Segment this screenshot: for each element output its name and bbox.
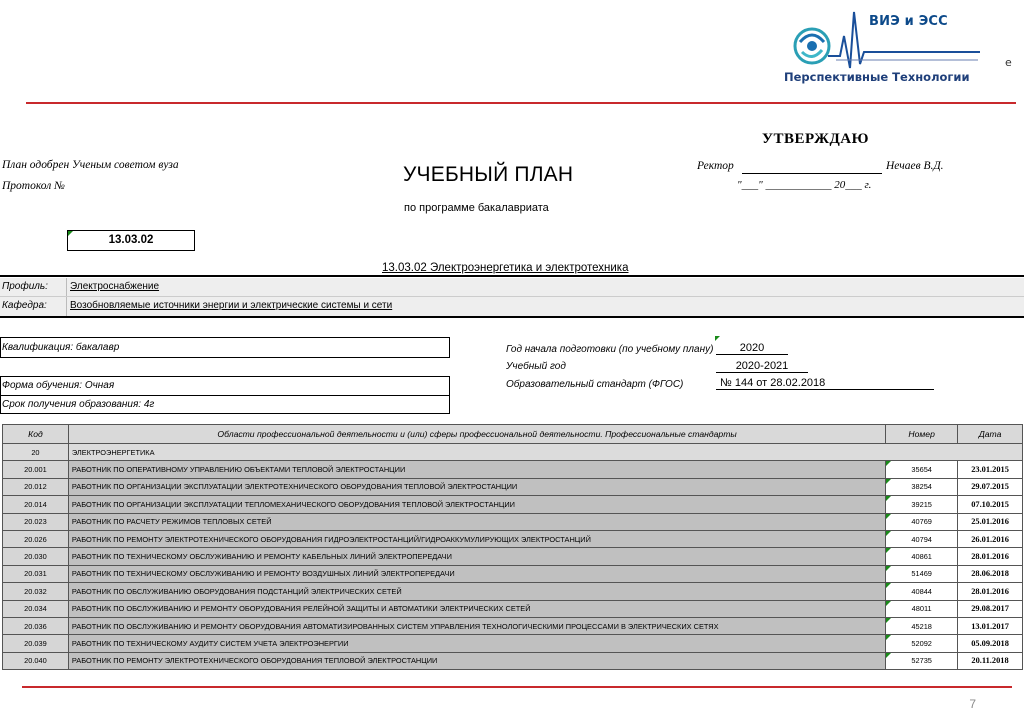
department-value: Возобновляемые источники энергии и электрические системы и сети xyxy=(70,300,393,311)
row-date: 05.09.2018 xyxy=(958,635,1023,652)
band-row-rule xyxy=(0,296,1024,297)
row-code: 20.012 xyxy=(3,478,69,495)
row-date: 20.11.2018 xyxy=(958,652,1023,669)
band-bottom-rule xyxy=(0,316,1024,318)
row-number: 52092 xyxy=(886,635,958,652)
table-row xyxy=(3,617,1023,634)
row-area: РАБОТНИК ПО РАСЧЕТУ РЕЖИМОВ ТЕПЛОВЫХ СЕТЕЙ xyxy=(68,513,885,530)
row-area: РАБОТНИК ПО ТЕХНИЧЕСКОМУ ОБСЛУЖИВАНИЮ И РЕМОНТУ ВОЗДУШНЫХ ЛИНИЙ ЭЛЕКТРОПЕРЕДАЧИ xyxy=(68,565,885,582)
col-header-number: Номер xyxy=(886,425,958,444)
row-code: 20.026 xyxy=(3,530,69,547)
row-code: 20.023 xyxy=(3,513,69,530)
row-area: РАБОТНИК ПО РЕМОНТУ ЭЛЕКТРОТЕХНИЧЕСКОГО ОБОРУДОВАНИЯ ГИДРОЭЛЕКТРОСТАНЦИЙ/ГИДРОАККУМУЛИРУЮЩИХ ЭЛЕКТРОСТАНЦИЙ xyxy=(68,530,885,547)
row-number: 48011 xyxy=(886,600,958,617)
row-area: РАБОТНИК ПО ОРГАНИЗАЦИИ ЭКСПЛУАТАЦИИ ЭЛЕКТРОТЕХНИЧЕСКОГО ОБОРУДОВАНИЯ ТЕПЛОВОЙ ЭЛЕКТРОСТАНЦИИ xyxy=(68,478,885,495)
row-date: 07.10.2015 xyxy=(958,496,1023,513)
plan-subtitle: по программе бакалавриата xyxy=(404,202,549,214)
cell-marker xyxy=(886,635,891,640)
row-number: 40794 xyxy=(886,530,958,547)
plan-code: 13.03.02 xyxy=(108,234,154,246)
row-date: 25.01.2016 xyxy=(958,513,1023,530)
cell-marker xyxy=(886,531,891,536)
row-number: 51469 xyxy=(886,565,958,582)
top-divider xyxy=(26,102,1016,104)
row-code: 20.036 xyxy=(3,617,69,634)
start-year-label: Год начала подготовки (по учебному плану) xyxy=(506,344,714,355)
table-header-row xyxy=(3,425,1023,444)
section-rule xyxy=(0,275,1024,277)
col-header-date: Дата xyxy=(958,425,1023,444)
rector-name: Нечаев В.Д. xyxy=(886,160,944,172)
table-row xyxy=(3,530,1023,547)
row-code: 20.001 xyxy=(3,461,69,478)
table-row xyxy=(3,565,1023,582)
academic-year-value: 2020-2021 xyxy=(716,360,808,373)
row-date: 26.01.2016 xyxy=(958,530,1023,547)
row-number: 40844 xyxy=(886,583,958,600)
row-date: 28.06.2018 xyxy=(958,565,1023,582)
row-code: 20.031 xyxy=(3,565,69,582)
standards-table xyxy=(2,424,1023,670)
qualification: Квалификация: бакалавр xyxy=(2,342,120,353)
cell-marker xyxy=(886,601,891,606)
signature-date-line: "___" ____________ 20___ г. xyxy=(737,179,872,191)
table-row xyxy=(3,461,1023,478)
row-area: РАБОТНИК ПО ОБСЛУЖИВАНИЮ И РЕМОНТУ ОБОРУДОВАНИЯ РЕЛЕЙНОЙ ЗАЩИТЫ И АВТОМАТИКИ ЭЛЕКТРИЧЕСКИХ СЕТЕЙ xyxy=(68,600,885,617)
approve-heading: УТВЕРЖДАЮ xyxy=(762,131,870,147)
table-row xyxy=(3,548,1023,565)
plan-title: УЧЕБНЫЙ ПЛАН xyxy=(403,163,574,186)
table-row xyxy=(3,496,1023,513)
row-date: 29.08.2017 xyxy=(958,600,1023,617)
row-area: РАБОТНИК ПО ОПЕРАТИВНОМУ УПРАВЛЕНИЮ ОБЪЕКТАМИ ТЕПЛОВОЙ ЭЛЕКТРОСТАНЦИИ xyxy=(68,461,885,478)
rector-signature-line xyxy=(742,173,882,174)
protocol-line: Протокол № xyxy=(2,180,65,192)
row-code: 20.014 xyxy=(3,496,69,513)
cell-marker xyxy=(886,461,891,466)
bottom-divider xyxy=(22,686,1012,688)
row-date: 28.01.2016 xyxy=(958,548,1023,565)
table-row xyxy=(3,478,1023,495)
row-area: РАБОТНИК ПО ТЕХНИЧЕСКОМУ АУДИТУ СИСТЕМ УЧЕТА ЭЛЕКТРОЭНЕРГИИ xyxy=(68,635,885,652)
academic-year-label: Учебный год xyxy=(506,361,566,372)
cell-marker xyxy=(886,548,891,553)
rector-label: Ректор xyxy=(697,160,734,172)
row-area: РАБОТНИК ПО ТЕХНИЧЕСКОМУ ОБСЛУЖИВАНИЮ И РЕМОНТУ КАБЕЛЬНЫХ ЛИНИЙ ЭЛЕКТРОПЕРЕДАЧИ xyxy=(68,548,885,565)
row-code: 20.030 xyxy=(3,548,69,565)
table-row xyxy=(3,600,1023,617)
row-area: РАБОТНИК ПО ОРГАНИЗАЦИИ ЭКСПЛУАТАЦИИ ТЕПЛОМЕХАНИЧЕСКОГО ОБОРУДОВАНИЯ ТЕПЛОВОЙ ЭЛЕКТРОСТАНЦИИ xyxy=(68,496,885,513)
row-number: 45218 xyxy=(886,617,958,634)
band-separator xyxy=(66,278,67,316)
standard-label: Образовательный стандарт (ФГОС) xyxy=(506,379,684,390)
cell-marker xyxy=(886,566,891,571)
cell-marker xyxy=(886,618,891,623)
table-row xyxy=(3,513,1023,530)
row-number: 39215 xyxy=(886,496,958,513)
col-header-area: Области профессиональной деятельности и (или) сферы профессиональной деятельности. Профессиональные стандарты xyxy=(68,425,885,444)
row-number: 38254 xyxy=(886,478,958,495)
header-letter: е xyxy=(1005,56,1012,69)
col-header-code: Код xyxy=(3,425,69,444)
row-number: 35654 xyxy=(886,461,958,478)
council-line: План одобрен Ученым советом вуза xyxy=(2,159,179,171)
group-name: ЭЛЕКТРОЭНЕРГЕТИКА xyxy=(68,444,1022,461)
row-date: 28.01.2016 xyxy=(958,583,1023,600)
table-row xyxy=(3,583,1023,600)
cell-marker xyxy=(886,583,891,588)
row-date: 29.07.2015 xyxy=(958,478,1023,495)
logo-tagline: Перспективные Технологии xyxy=(784,70,970,84)
row-number: 52735 xyxy=(886,652,958,669)
cell-marker xyxy=(886,496,891,501)
row-area: РАБОТНИК ПО РЕМОНТУ ЭЛЕКТРОТЕХНИЧЕСКОГО ОБОРУДОВАНИЯ ТЕПЛОВОЙ ЭЛЕКТРОСТАНЦИИ xyxy=(68,652,885,669)
department-label: Кафедра: xyxy=(2,300,47,311)
direction-title: 13.03.02 Электроэнергетика и электротехника xyxy=(382,262,629,274)
row-code: 20.040 xyxy=(3,652,69,669)
row-number: 40769 xyxy=(886,513,958,530)
profile-value: Электроснабжение xyxy=(70,281,160,292)
row-area: РАБОТНИК ПО ОБСЛУЖИВАНИЮ ОБОРУДОВАНИЯ ПОДСТАНЦИЙ ЭЛЕКТРИЧЕСКИХ СЕТЕЙ xyxy=(68,583,885,600)
cell-marker xyxy=(886,479,891,484)
row-code: 20.034 xyxy=(3,600,69,617)
start-year-value: 2020 xyxy=(716,342,788,355)
cell-marker xyxy=(886,514,891,519)
row-code: 20.039 xyxy=(3,635,69,652)
study-term: Срок получения образования: 4г xyxy=(2,399,155,410)
row-code: 20.032 xyxy=(3,583,69,600)
row-date: 23.01.2015 xyxy=(958,461,1023,478)
group-code: 20 xyxy=(3,444,69,461)
row-date: 13.01.2017 xyxy=(958,617,1023,634)
row-number: 40861 xyxy=(886,548,958,565)
study-form: Форма обучения: Очная xyxy=(2,380,115,391)
study-form-divider xyxy=(0,395,450,396)
page-number: 7 xyxy=(969,697,976,711)
standard-value: № 144 от 28.02.2018 xyxy=(716,377,934,390)
logo-name: ВИЭ и ЭСС xyxy=(869,14,948,29)
table-row xyxy=(3,635,1023,652)
table-row xyxy=(3,652,1023,669)
row-area: РАБОТНИК ПО ОБСЛУЖИВАНИЮ И РЕМОНТУ ОБОРУДОВАНИЯ АВТОМАТИЗИРОВАННЫХ СИСТЕМ УПРАВЛЕНИЯ ТЕХНОЛОГИЧЕСКИМИ ПРОЦЕССАМИ В ЭЛЕКТРИЧЕСКИХ СЕТЯХ xyxy=(68,617,885,634)
start-year-mark xyxy=(715,336,720,341)
table-group-row xyxy=(3,444,1023,461)
profile-label: Профиль: xyxy=(2,281,48,292)
cell-marker xyxy=(886,653,891,658)
